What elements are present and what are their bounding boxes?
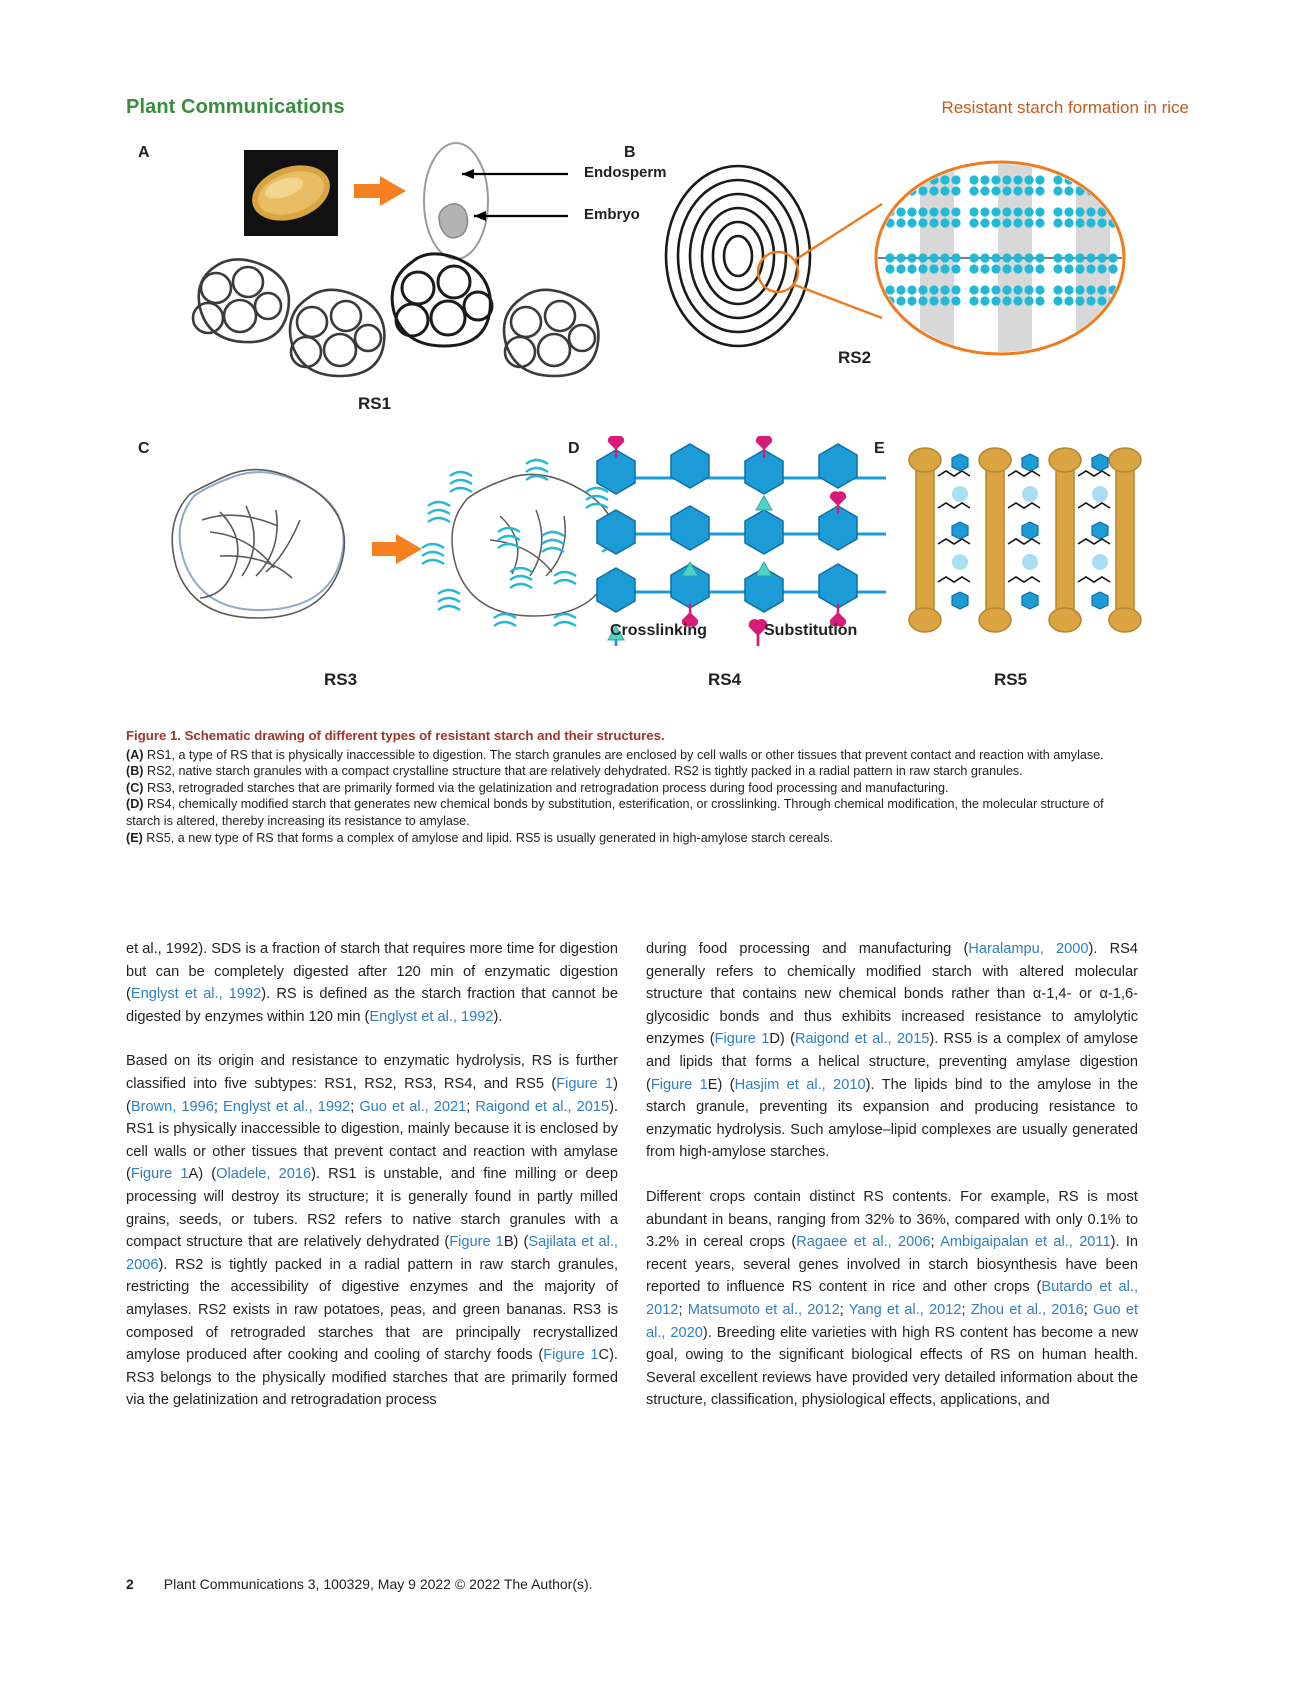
page-number: 2 xyxy=(126,1576,134,1592)
figure-caption-title: Figure 1. Schematic drawing of different types of resistant starch and their structures. xyxy=(126,728,665,743)
caption-tag-a: (A) xyxy=(126,747,144,762)
figure-caption-item-a xyxy=(126,747,1138,764)
page-footer xyxy=(126,1576,593,1592)
legend-crosslinking: Crosslinking xyxy=(610,622,707,639)
running-head xyxy=(126,96,1189,122)
figure-caption-item-e xyxy=(126,830,1138,847)
figure-caption-item-c xyxy=(126,780,1138,797)
panel-letter-e: E xyxy=(874,440,885,457)
caption-tag-b: (B) xyxy=(126,764,144,779)
body-column-left xyxy=(126,938,618,1434)
caption-text-b: RS2, native starch granules with a compact crystalline structure that are relatively dehydrated. RS2 is tightly packed in a radial pattern in raw starch granules. xyxy=(143,764,1023,779)
caption-text-a: RS1, a type of RS that is physically inaccessible to digestion. The starch granules are enclosed by cell walls or other tissues that prevent contact and reaction with amylase. xyxy=(143,747,1104,762)
panel-caption-rs2: RS2 xyxy=(838,348,872,367)
panel-e-graphic xyxy=(894,436,1154,646)
caption-text-d: RS4, chemically modified starch that generates new chemical bonds by substitution, esterification, or crosslinking. Through chemical modification, the molecular structure of starch is altered, thereby increasing its resistance to amylase. xyxy=(126,797,1104,828)
figure-caption-item-d xyxy=(126,796,1138,829)
body-column-right xyxy=(646,938,1138,1434)
caption-text-e: RS5, a new type of RS that forms a complex of amylose and lipid. RS5 is usually generated in high-amylose starch cereals. xyxy=(142,830,833,845)
panel-letter-b: B xyxy=(624,144,636,161)
paragraph-right-1: during food processing and manufacturing (Haralampu, 2000). RS4 generally refers to chemically modified starch with altered molecular structure that contains new chemical bonds rather than α-1,4- or α-1,6-glycosidic bonds and thus exhibits increased resistance to amylolytic enzymes (Figure 1D) (Raigond et al., 2015). RS5 is a complex of amylose and lipids that forms a helical structure, preventing amylase digestion (Figure 1E) (Hasjim et al., 2010). The lipids bind to the amylose in the starch granule, preventing its expansion and producing resistance to enzymatic hydrolysis. Such amylose–lipid complexes are usually generated from high-amylose starches. xyxy=(646,941,1138,1161)
figure-caption xyxy=(126,728,1138,846)
caption-tag-d: (D) xyxy=(126,797,144,812)
journal-name: Plant Communications xyxy=(126,96,345,118)
running-article-title: Resistant starch formation in rice xyxy=(941,98,1189,117)
panel-caption-rs4: RS4 xyxy=(708,670,742,689)
panel-caption-rs3: RS3 xyxy=(324,670,358,689)
panel-caption-rs1: RS1 xyxy=(358,394,392,413)
panel-d-graphic xyxy=(586,436,926,646)
panel-letter-c: C xyxy=(138,440,150,457)
paragraph-left-1: et al., 1992). SDS is a fraction of starch that requires more time for digestion but can be completely digested after 120 min of enzymatic digestion (Englyst et al., 1992). RS is defined as the starch fraction that cannot be digested by enzymes within 120 min (Englyst et al., 1992). xyxy=(126,941,618,1025)
figure-caption-item-b xyxy=(126,763,1138,780)
panel-letter-a: A xyxy=(138,144,150,161)
panel-a-graphic xyxy=(156,136,676,436)
figure-1 xyxy=(126,136,1191,716)
panel-letter-d: D xyxy=(568,440,580,457)
caption-tag-c: (C) xyxy=(126,780,144,795)
caption-text-c: RS3, retrograded starches that are primarily formed via the gelatinization and retrogradation process during food processing and manufacturing. xyxy=(143,780,949,795)
label-endosperm: Endosperm xyxy=(584,164,667,181)
paragraph-left-2: Based on its origin and resistance to enzymatic hydrolysis, RS is further classified into five subtypes: RS1, RS2, RS3, RS4, and RS5 (Figure 1) (Brown, 1996; Englyst et al., 1992; Guo et al., 2021; Raigond et al., 2015). RS1 is physically inaccessible to digestion, mainly because it is enclosed by cell walls or other tissues that prevent contact and reaction with amylase (Figure 1A) (Oladele, 2016). RS1 is unstable, and fine milling or deep processing will destroy its structure; it is generally found in partly milled grains, seeds, or tubers. RS2 refers to native starch granules with a compact structure that are relatively dehydrated (Figure 1B) (Sajilata et al., 2006). RS2 is tightly packed in a radial pattern in raw starch granules, restricting the accessibility of digestive enzymes and the majority of amylases. RS2 exists in raw potatoes, peas, and green bananas. RS3 is composed of retrograded starches that are principally recrystallized amylose produced after cooking and cooling of starchy foods (Figure 1C). RS3 belongs to the physically modified starches that are primarily formed via the gelatinization and retrogradation process xyxy=(126,1053,619,1409)
panel-c-graphic xyxy=(150,436,610,636)
panel-b-graphic xyxy=(638,146,1158,396)
legend-substitution: Substitution xyxy=(764,622,858,639)
panel-caption-rs5: RS5 xyxy=(994,670,1028,689)
paragraph-right-2: Different crops contain distinct RS contents. For example, RS is most abundant in beans, ranging from 32% to 36%, compared with only 0.1% to 3.2% in cereal crops (Ragaee et al., 2006; Ambigaipalan et al., 2011). In recent years, several genes involved in starch biosynthesis have been reported to influence RS content in rice and other crops (Butardo et al., 2012; Matsumoto et al., 2012; Yang et al., 2012; Zhou et al., 2016; Guo et al., 2020). Breeding elite varieties with high RS content has become a new goal, owing to the significant biological effects of RS on human health. Several excellent reviews have provided very detailed information about the structure, classification, physiological effects, applications, and xyxy=(646,1188,1139,1409)
label-embryo: Embryo xyxy=(584,206,640,223)
footer-citation: Plant Communications 3, 100329, May 9 2022 © 2022 The Author(s). xyxy=(163,1576,593,1592)
caption-tag-e: (E) xyxy=(126,830,143,845)
